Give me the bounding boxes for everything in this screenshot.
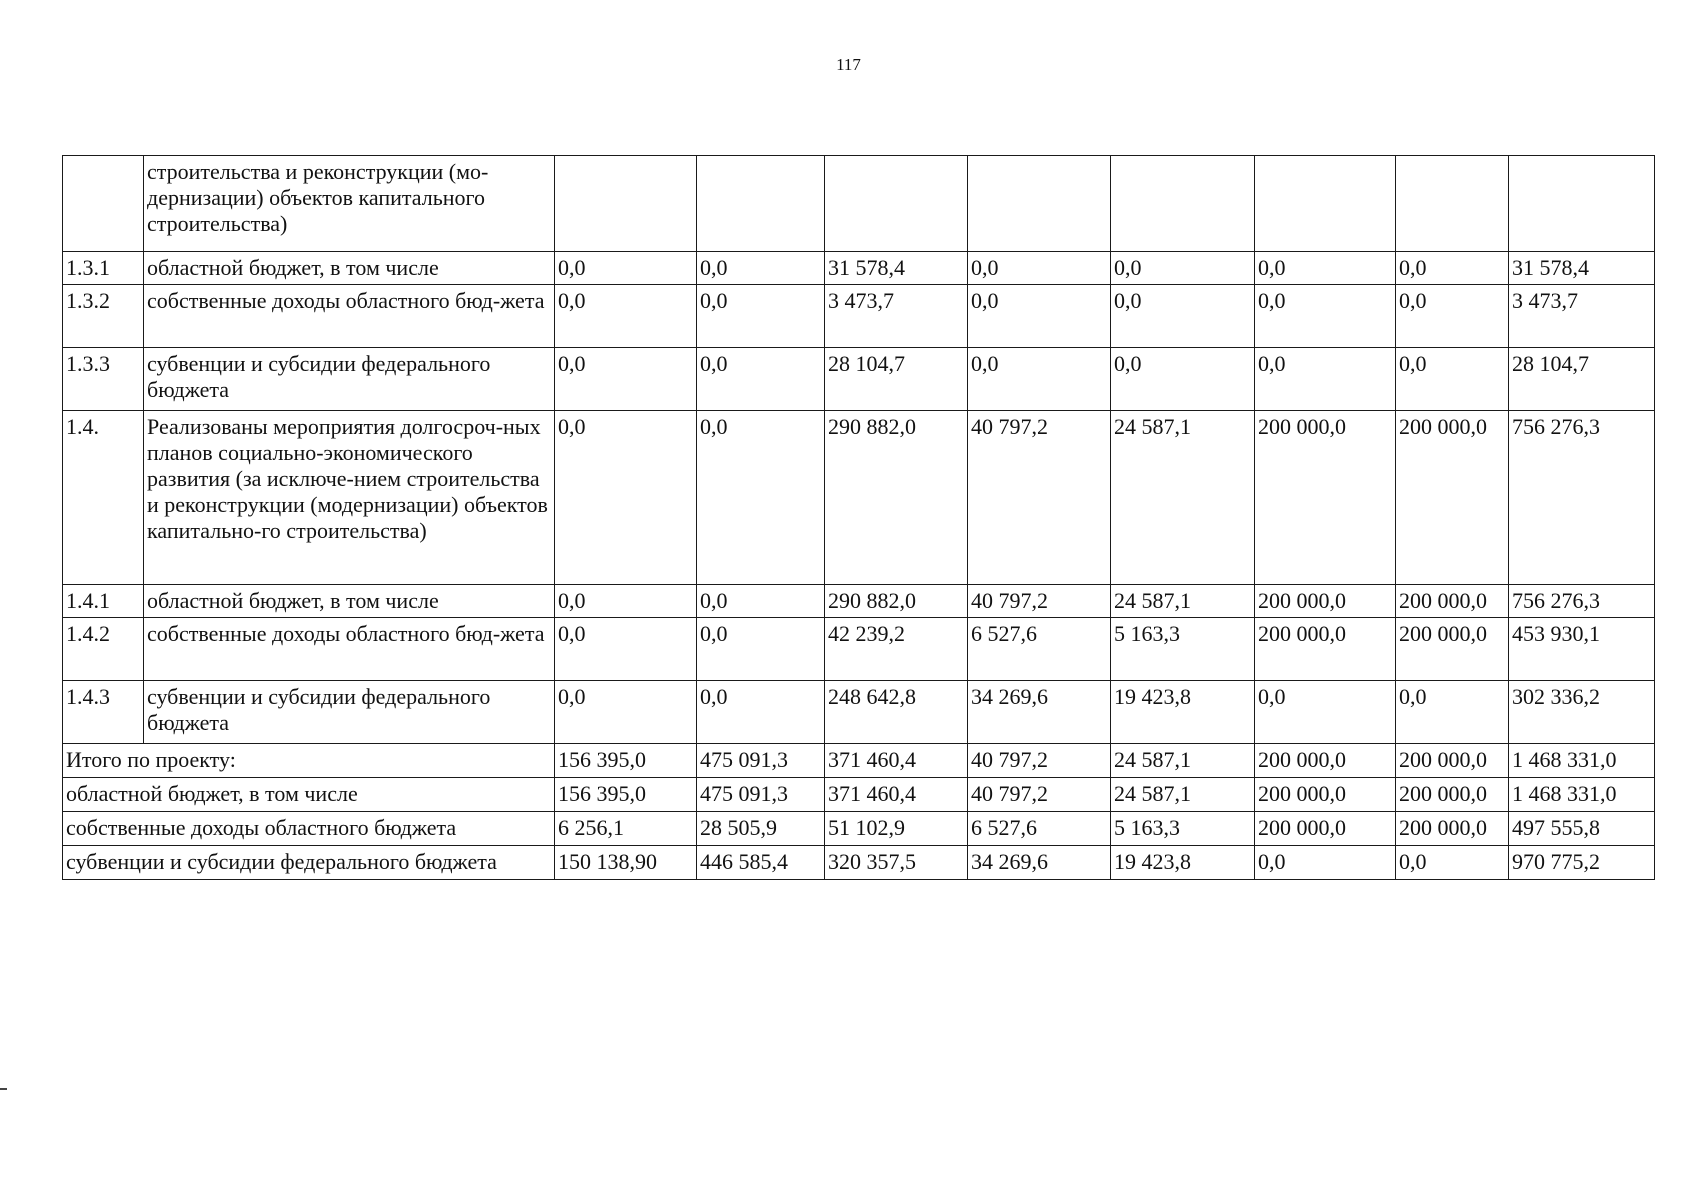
- value-cell: 31 578,4: [825, 252, 968, 285]
- summary-value-cell: 156 395,0: [555, 778, 697, 812]
- value-cell: 0,0: [555, 285, 697, 348]
- value-cell: 0,0: [1255, 681, 1396, 744]
- table-row: [63, 411, 1655, 585]
- value-cell: 248 642,8: [825, 681, 968, 744]
- value-cell: 24 587,1: [1111, 411, 1255, 585]
- value-cell: [1111, 156, 1255, 252]
- value-cell: 0,0: [555, 585, 697, 618]
- scan-edge-mark: [0, 1088, 7, 1090]
- summary-value-cell: 200 000,0: [1255, 812, 1396, 846]
- summary-value-cell: 156 395,0: [555, 744, 697, 778]
- summary-value-cell: 1 468 331,0: [1509, 778, 1655, 812]
- value-cell: 0,0: [697, 585, 825, 618]
- summary-value-cell: 200 000,0: [1255, 778, 1396, 812]
- summary-label: субвенции и субсидии федерального бюджета: [63, 846, 555, 880]
- table-row: [63, 285, 1655, 348]
- row-code: 1.4.: [63, 411, 144, 585]
- value-cell: 19 423,8: [1111, 681, 1255, 744]
- summary-value-cell: 40 797,2: [968, 744, 1111, 778]
- row-name: Реализованы мероприятия долгосроч-ных планов социально-экономического развития (за исключе-нием строительства и реконструкции (модернизации) объектов капитально-го строительства): [144, 411, 555, 585]
- value-cell: 42 239,2: [825, 618, 968, 681]
- summary-value-cell: 200 000,0: [1396, 778, 1509, 812]
- row-name: строительства и реконструкции (мо-дернизации) объектов капитального строительства): [144, 156, 555, 252]
- summary-value-cell: 150 138,90: [555, 846, 697, 880]
- summary-row: [63, 812, 1655, 846]
- value-cell: 3 473,7: [1509, 285, 1655, 348]
- value-cell: [1255, 156, 1396, 252]
- row-code: 1.4.2: [63, 618, 144, 681]
- row-code: 1.3.2: [63, 285, 144, 348]
- summary-value-cell: 970 775,2: [1509, 846, 1655, 880]
- summary-value-cell: 200 000,0: [1396, 744, 1509, 778]
- value-cell: 0,0: [697, 618, 825, 681]
- row-code: [63, 156, 144, 252]
- summary-value-cell: 19 423,8: [1111, 846, 1255, 880]
- value-cell: 200 000,0: [1396, 411, 1509, 585]
- row-name: областной бюджет, в том числе: [144, 252, 555, 285]
- summary-value-cell: 24 587,1: [1111, 744, 1255, 778]
- table-row: [63, 156, 1655, 252]
- summary-row: [63, 744, 1655, 778]
- value-cell: 31 578,4: [1509, 252, 1655, 285]
- budget-table: [62, 155, 1655, 880]
- value-cell: 200 000,0: [1396, 585, 1509, 618]
- summary-value-cell: 5 163,3: [1111, 812, 1255, 846]
- page-number: 117: [836, 55, 861, 74]
- value-cell: 0,0: [1396, 252, 1509, 285]
- value-cell: 0,0: [1396, 348, 1509, 411]
- value-cell: [1509, 156, 1655, 252]
- value-cell: [825, 156, 968, 252]
- value-cell: 0,0: [968, 252, 1111, 285]
- value-cell: [697, 156, 825, 252]
- value-cell: 5 163,3: [1111, 618, 1255, 681]
- summary-value-cell: 200 000,0: [1396, 812, 1509, 846]
- row-code: 1.4.1: [63, 585, 144, 618]
- row-name: областной бюджет, в том числе: [144, 585, 555, 618]
- value-cell: 290 882,0: [825, 411, 968, 585]
- row-code: 1.3.3: [63, 348, 144, 411]
- value-cell: 0,0: [555, 411, 697, 585]
- value-cell: 28 104,7: [825, 348, 968, 411]
- value-cell: 302 336,2: [1509, 681, 1655, 744]
- summary-value-cell: 320 357,5: [825, 846, 968, 880]
- summary-value-cell: 371 460,4: [825, 744, 968, 778]
- value-cell: 34 269,6: [968, 681, 1111, 744]
- value-cell: 0,0: [697, 681, 825, 744]
- value-cell: 0,0: [697, 348, 825, 411]
- table-row: [63, 681, 1655, 744]
- value-cell: 3 473,7: [825, 285, 968, 348]
- value-cell: 200 000,0: [1396, 618, 1509, 681]
- value-cell: 40 797,2: [968, 411, 1111, 585]
- row-name: субвенции и субсидии федерального бюджета: [144, 681, 555, 744]
- table-row: [63, 348, 1655, 411]
- value-cell: 0,0: [1255, 252, 1396, 285]
- value-cell: 0,0: [1396, 285, 1509, 348]
- value-cell: 756 276,3: [1509, 411, 1655, 585]
- summary-value-cell: 51 102,9: [825, 812, 968, 846]
- value-cell: 24 587,1: [1111, 585, 1255, 618]
- value-cell: 0,0: [555, 348, 697, 411]
- value-cell: 0,0: [1255, 285, 1396, 348]
- summary-value-cell: 475 091,3: [697, 744, 825, 778]
- row-name: собственные доходы областного бюд-жета: [144, 618, 555, 681]
- value-cell: [555, 156, 697, 252]
- value-cell: 6 527,6: [968, 618, 1111, 681]
- summary-value-cell: 28 505,9: [697, 812, 825, 846]
- value-cell: 200 000,0: [1255, 585, 1396, 618]
- summary-label: Итого по проекту:: [63, 744, 555, 778]
- value-cell: 200 000,0: [1255, 618, 1396, 681]
- value-cell: 28 104,7: [1509, 348, 1655, 411]
- summary-value-cell: 200 000,0: [1255, 744, 1396, 778]
- value-cell: 0,0: [697, 285, 825, 348]
- value-cell: [968, 156, 1111, 252]
- row-code: 1.3.1: [63, 252, 144, 285]
- summary-label: собственные доходы областного бюджета: [63, 812, 555, 846]
- summary-value-cell: 371 460,4: [825, 778, 968, 812]
- value-cell: 0,0: [968, 348, 1111, 411]
- value-cell: 0,0: [1255, 348, 1396, 411]
- summary-value-cell: 0,0: [1396, 846, 1509, 880]
- table-row: [63, 618, 1655, 681]
- value-cell: 0,0: [555, 618, 697, 681]
- table-row: [63, 252, 1655, 285]
- summary-value-cell: 34 269,6: [968, 846, 1111, 880]
- summary-value-cell: 475 091,3: [697, 778, 825, 812]
- value-cell: 0,0: [555, 252, 697, 285]
- value-cell: [1396, 156, 1509, 252]
- row-name: субвенции и субсидии федерального бюджета: [144, 348, 555, 411]
- row-name: собственные доходы областного бюд-жета: [144, 285, 555, 348]
- value-cell: 0,0: [1111, 348, 1255, 411]
- value-cell: 0,0: [555, 681, 697, 744]
- summary-value-cell: 0,0: [1255, 846, 1396, 880]
- summary-value-cell: 497 555,8: [1509, 812, 1655, 846]
- summary-row: [63, 778, 1655, 812]
- value-cell: 0,0: [1111, 285, 1255, 348]
- table-row: [63, 585, 1655, 618]
- summary-value-cell: 6 256,1: [555, 812, 697, 846]
- row-code: 1.4.3: [63, 681, 144, 744]
- value-cell: 0,0: [1396, 681, 1509, 744]
- summary-value-cell: 6 527,6: [968, 812, 1111, 846]
- summary-value-cell: 446 585,4: [697, 846, 825, 880]
- value-cell: 756 276,3: [1509, 585, 1655, 618]
- summary-row: [63, 846, 1655, 880]
- value-cell: 200 000,0: [1255, 411, 1396, 585]
- value-cell: 0,0: [1111, 252, 1255, 285]
- value-cell: 0,0: [697, 252, 825, 285]
- summary-label: областной бюджет, в том числе: [63, 778, 555, 812]
- value-cell: 0,0: [697, 411, 825, 585]
- summary-value-cell: 40 797,2: [968, 778, 1111, 812]
- value-cell: 290 882,0: [825, 585, 968, 618]
- value-cell: 453 930,1: [1509, 618, 1655, 681]
- summary-value-cell: 24 587,1: [1111, 778, 1255, 812]
- summary-value-cell: 1 468 331,0: [1509, 744, 1655, 778]
- value-cell: 0,0: [968, 285, 1111, 348]
- value-cell: 40 797,2: [968, 585, 1111, 618]
